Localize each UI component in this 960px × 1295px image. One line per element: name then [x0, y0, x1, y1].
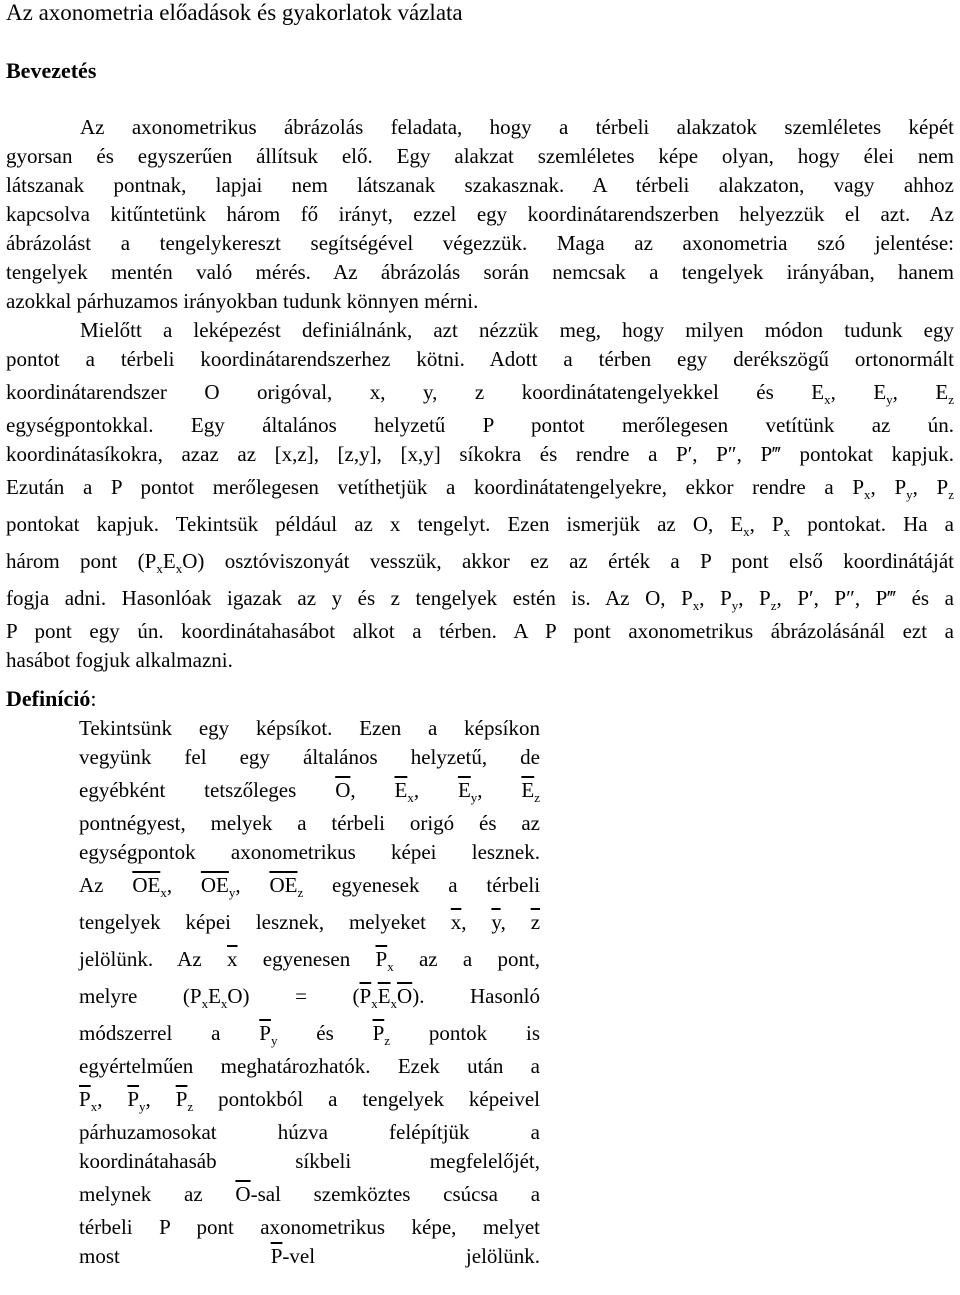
intro-paragraph [6, 113, 954, 316]
text-line: Ezután a P pontot merőlegesen vetíthetjük a koordinátatengelyekre, ekkor rendre a $P_x$, $P_y$, $P_z$ [6, 475, 955, 502]
text-line: koordinátarendszer O origóval, x, y, z koordinátatengelyekkel és $E_x$, $E_y$, $E_z$ [6, 380, 955, 407]
text-line: térbeli P pont axonometrikus képe, melyet [79, 1215, 540, 1239]
text-line: Mielőtt a leképezést definiálnánk, azt nézzük meg, hogy milyen módon tudunk egy [80, 318, 954, 342]
text-line: egyébként tetszőleges $\overline{O}$, $\overline{E}_x$, $\overline{E}_y$, $\overline{E}_z$ [79, 778, 540, 805]
text-line: koordinátahasáb síkbeli megfelelőjét, [79, 1149, 540, 1173]
text-line: kapcsolva kitűntetünk három fő irányt, ezzel egy koordinátarendszerben helyezzük el azt. Az [6, 202, 954, 226]
text-line: most $\overline{P}$-vel jelölünk. [79, 1244, 540, 1268]
text-line: egységpontok axonometrikus képei lesznek. [79, 840, 540, 864]
text-line: $\overline{P}_x$, $\overline{P}_y$, $\overline{P}_z$ pontokból a tengelyek képeivel [79, 1087, 541, 1114]
text-line: fogja adni. Hasonlóak igazak az y és z tengelyek estén is. Az O, $P_x$, $P_y$, $P_z$, P′, P″, P‴ és a [6, 586, 954, 613]
text-line: pontot a térbeli koordinátarendszerhez kötni. Adott a térben egy derékszögű ortonormált [6, 347, 954, 371]
text-line: koordinátasíkokra, azaz az [x,z], [z,y], [x,y] síkokra és rendre a P′, P″, P‴ pontokat kapjuk. [6, 442, 954, 466]
text-line: három pont $(P_xE_xO)$ osztóviszonyát vesszük, akkor ez az érték a P pont első koordinátáját [6, 549, 954, 576]
text-line: tengelyek képei lesznek, melyeket $\overline{x}$, $\overline{y}$, $\overline{z}$ [79, 910, 541, 934]
text-line: hasábot fogjuk alkalmazni. [6, 648, 233, 672]
text-line: módszerrel a $\overline{P}_y$ és $\overline{P}_z$ pontok is [79, 1021, 540, 1048]
text-line: látszanak pontnak, lapjai nem látszanak szakasznak. A térbeli alakzaton, vagy ahhoz [6, 173, 954, 197]
text-line: Az axonometrikus ábrázolás feladata, hogy a térbeli alakzatok szemléletes képét [80, 115, 954, 139]
text-line: azokkal párhuzamos irányokban tudunk könnyen mérni. [6, 289, 479, 313]
text-line: Az $\overline{O}\overline{E}_x$, $\overline{O}\overline{E}_y$, $\overline{O}\overline{E}_z$ egyenesek a térbeli [79, 873, 541, 900]
text-line: vegyünk fel egy általános helyzetű, de [79, 745, 540, 769]
text-line: tengelyek mentén való mérés. Az ábrázolás során nemcsak a tengelyek irányában, hanem [6, 260, 954, 284]
text-line: egyértelműen meghatározhatók. Ezek után a [79, 1054, 540, 1078]
text-line: pontokat kapjuk. Tekintsük például az x tengelyt. Ezen ismerjük az O, $E_x$, $P_x$ pontokat. Ha a [6, 512, 954, 539]
text-line: melyre $(P_xE_xO) = (\overline{P}_x\overline{E}_x\overline{O})$. Hasonló [79, 984, 540, 1011]
text-line: jelölünk. Az $\overline{x}$ egyenesen $\overline{P}_x$ az a pont, [79, 947, 541, 974]
text-line: pontnégyest, melyek a térbeli origó és az [79, 811, 540, 835]
body-text [6, 113, 954, 675]
definition-label: Definíció: [6, 686, 97, 711]
text-line: gyorsan és egyszerűen állítsuk elő. Egy alakzat szemléletes képe olyan, hogy élei nem [6, 144, 954, 168]
text-line: ábrázolást a tengelykereszt segítségével végezzük. Maga az axonometria szó jelentése: [6, 231, 954, 255]
definition-text [79, 714, 540, 1271]
text-line: egységpontokkal. Egy általános helyzetű P pontot merőlegesen vetítünk az ún. [6, 413, 954, 437]
section-heading: Bevezetés [6, 58, 97, 83]
text-line: Tekintsünk egy képsíkot. Ezen a képsíkon [79, 716, 540, 740]
coordinate-paragraph [6, 316, 954, 675]
text-line: párhuzamosokat húzva felépítjük a [79, 1120, 540, 1144]
text-line: P pont egy ún. koordinátahasábot alkot a térben. A P pont axonometrikus ábrázolásánál ezt a [6, 619, 954, 643]
text-line: melynek az $\overline{O}$-sal szemköztes csúcsa a [79, 1182, 541, 1206]
document-title: Az axonometria előadások és gyakorlatok vázlata [6, 0, 463, 25]
